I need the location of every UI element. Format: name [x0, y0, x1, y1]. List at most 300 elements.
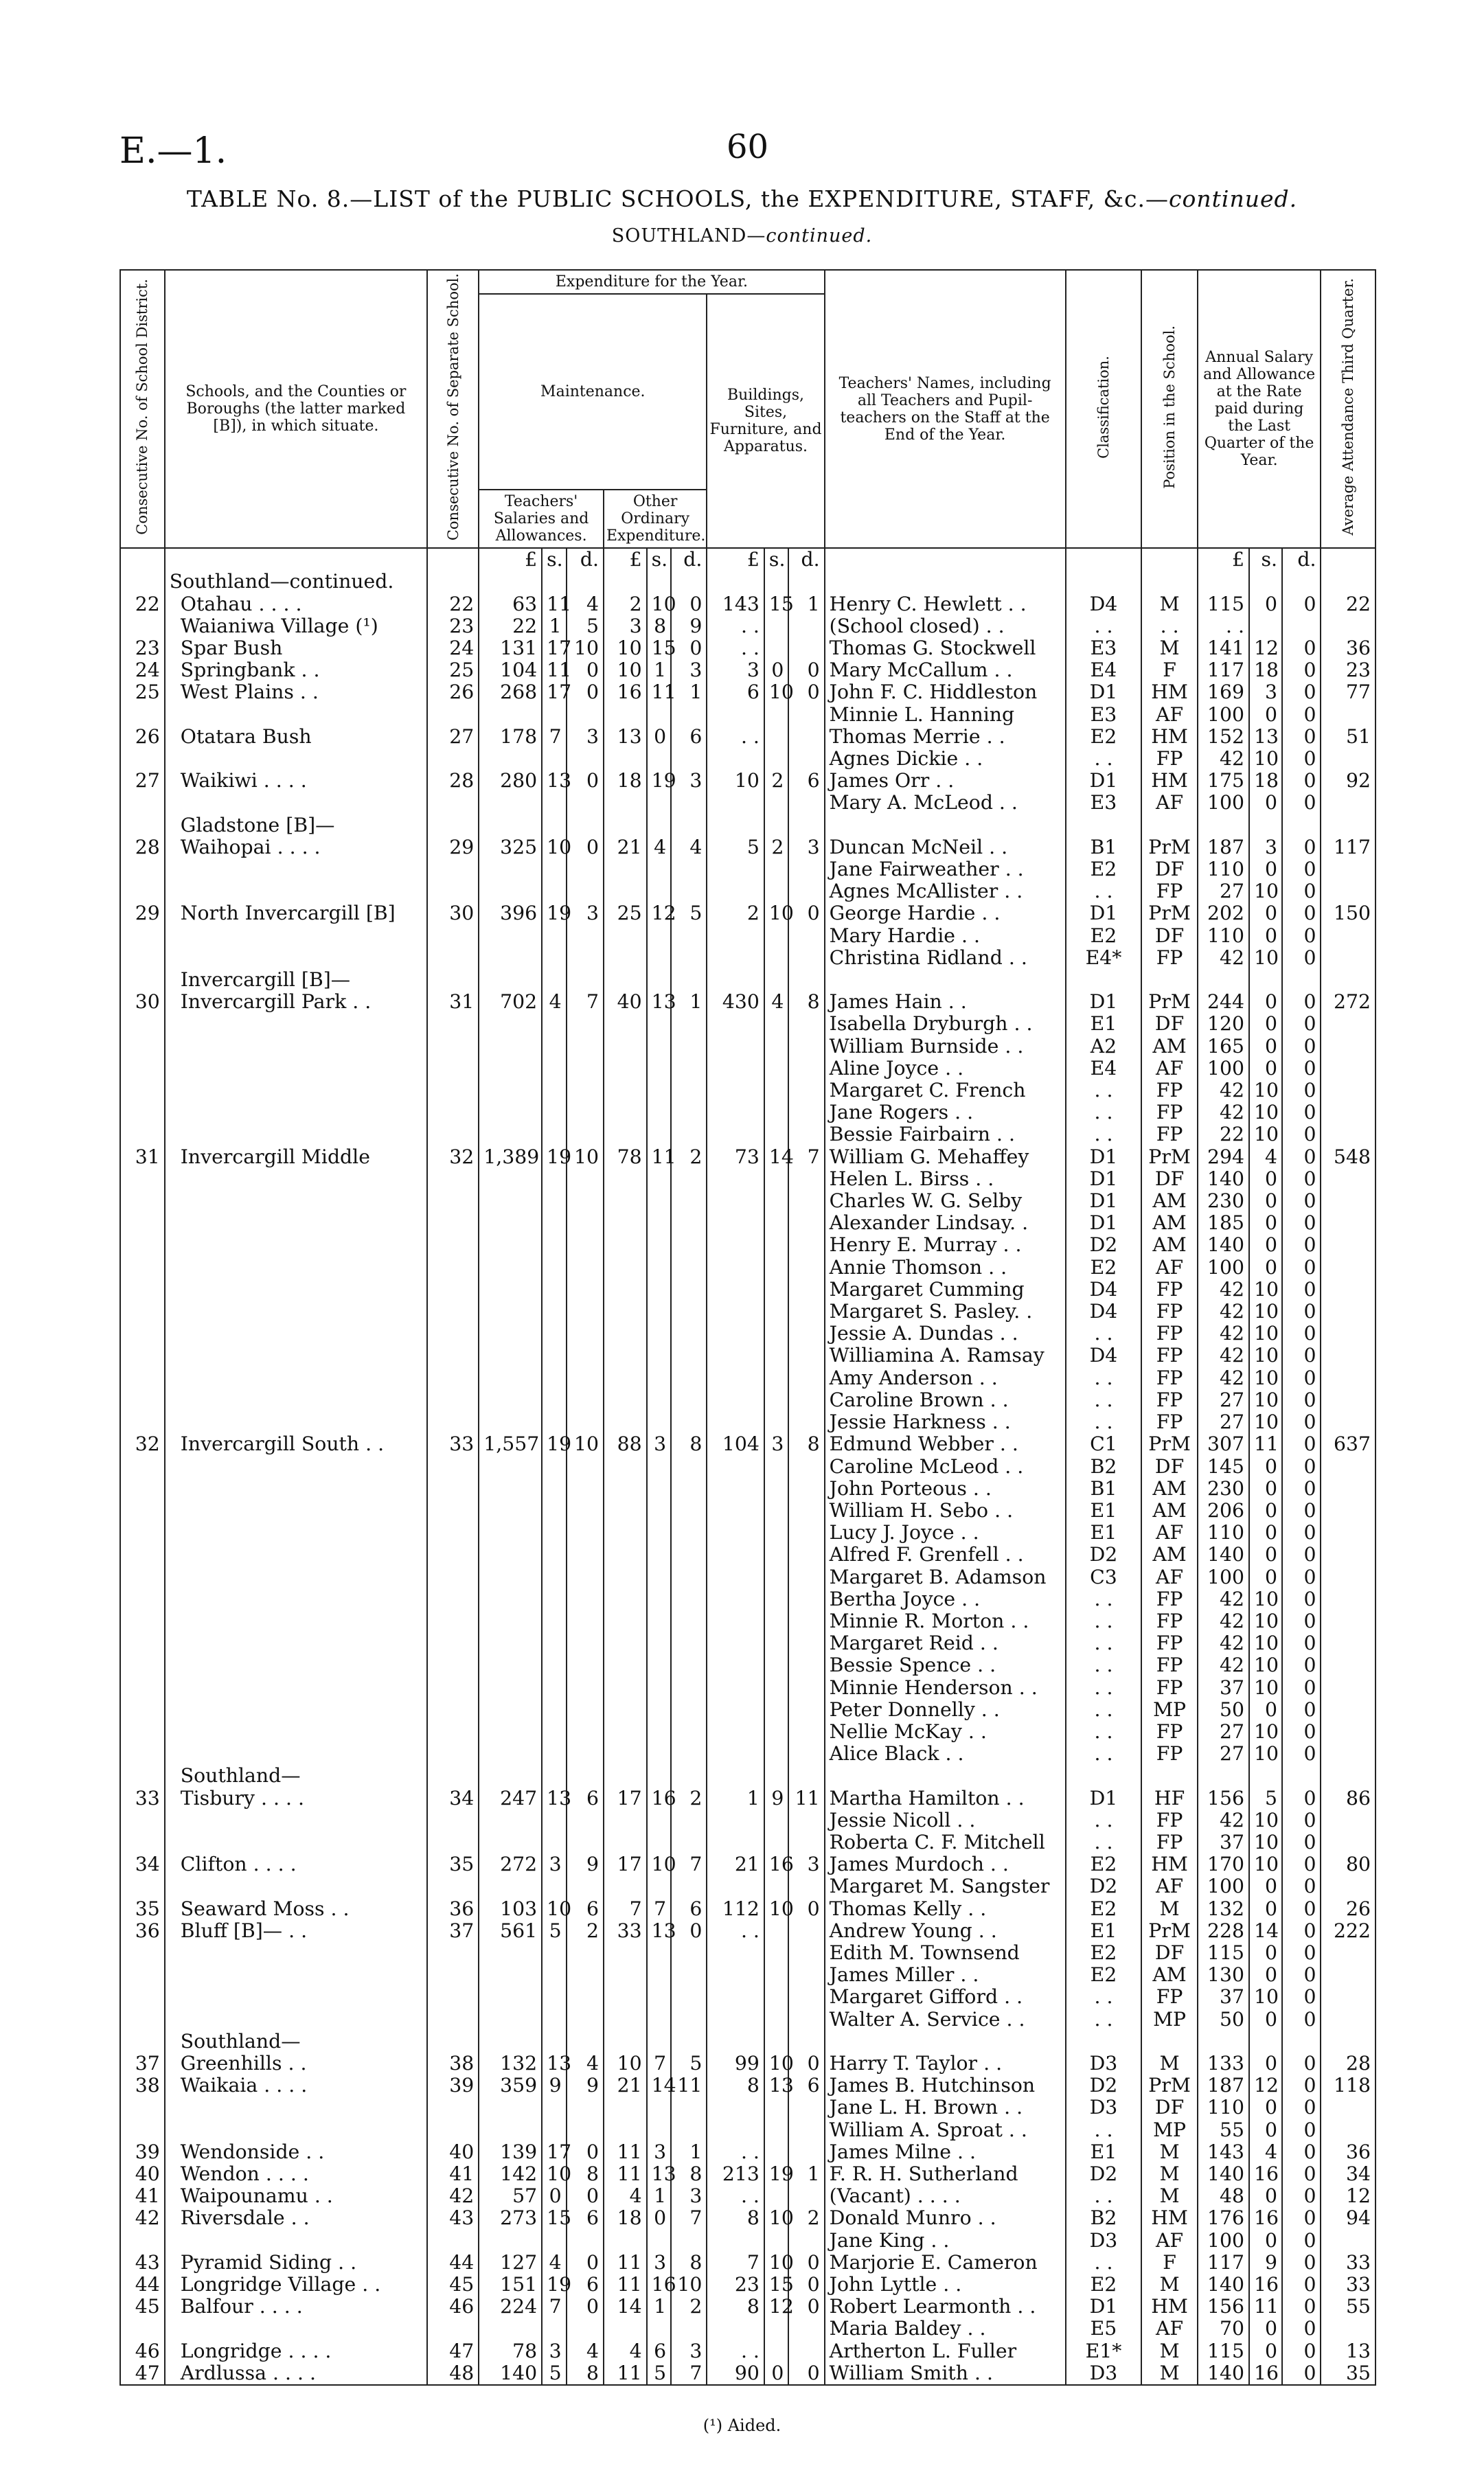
- salary-pounds: 50: [1198, 1699, 1249, 1721]
- buildings-pence: [788, 2230, 824, 2252]
- separate-no: 32: [427, 1146, 479, 1168]
- other-pounds: [604, 1036, 647, 1058]
- buildings-shillings: 0: [764, 2362, 789, 2385]
- buildings-shillings: [764, 2097, 789, 2119]
- salary-shillings: 0: [1249, 1898, 1282, 1920]
- table-row: [120, 1986, 1375, 2008]
- salary-shillings: 0: [1249, 1544, 1282, 1566]
- table-row: [120, 814, 1375, 836]
- table-row: [120, 1389, 1375, 1411]
- salary-pence: 0: [1282, 2318, 1321, 2340]
- separate-no: [427, 1212, 479, 1234]
- salary-shillings: 0: [1249, 925, 1282, 947]
- other-pence: [671, 1522, 707, 1544]
- buildings-pounds: [707, 571, 764, 593]
- position: M: [1141, 2163, 1197, 2185]
- attendance: [1321, 1721, 1375, 1743]
- salaries-pounds: [479, 1013, 542, 1035]
- other-pounds: 11: [604, 2274, 647, 2296]
- buildings-pounds: [707, 1123, 764, 1145]
- salary-pence: 0: [1282, 748, 1321, 770]
- buildings-pounds: 213: [707, 2163, 764, 2185]
- salary-pounds: 42: [1198, 1323, 1249, 1345]
- attendance: [1321, 2119, 1375, 2141]
- teacher-name: Roberta C. F. Mitchell: [825, 1831, 1066, 1853]
- attendance: [1321, 1367, 1375, 1389]
- salaries-shillings: [542, 814, 567, 836]
- buildings-pence: [788, 1411, 824, 1433]
- district-no: [120, 748, 165, 770]
- salary-pence: 0: [1282, 1610, 1321, 1632]
- salary-pence: 0: [1282, 2296, 1321, 2318]
- classification: D2: [1066, 2163, 1142, 2185]
- salaries-shillings: [542, 1168, 567, 1190]
- classification: D3: [1066, 2053, 1142, 2075]
- salaries-shillings: 15: [542, 2207, 567, 2229]
- salary-shillings: 0: [1249, 1257, 1282, 1279]
- other-pence: [671, 1765, 707, 1787]
- salaries-shillings: [542, 1123, 567, 1145]
- classification: . .: [1066, 1588, 1142, 1610]
- salaries-shillings: [542, 1942, 567, 1964]
- salaries-pounds: 272: [479, 1853, 542, 1875]
- salaries-pounds: 178: [479, 726, 542, 748]
- classification: D4: [1066, 593, 1142, 615]
- buildings-pence: [788, 1632, 824, 1654]
- buildings-pence: [788, 1522, 824, 1544]
- teacher-name: Jane L. H. Brown . .: [825, 2097, 1066, 2119]
- table-row: [120, 571, 1375, 593]
- salaries-pounds: [479, 1257, 542, 1279]
- separate-no: [427, 925, 479, 947]
- salary-pence: 0: [1282, 792, 1321, 814]
- other-pounds: 88: [604, 1433, 647, 1455]
- salary-shillings: 10: [1249, 1123, 1282, 1145]
- position: FP: [1141, 1677, 1197, 1699]
- salary-pounds: 130: [1198, 1964, 1249, 1986]
- attendance: 150: [1321, 902, 1375, 924]
- buildings-pence: [788, 792, 824, 814]
- attendance: 637: [1321, 1433, 1375, 1455]
- salaries-pounds: [479, 1190, 542, 1212]
- salary-pounds: 307: [1198, 1433, 1249, 1455]
- other-shillings: [647, 1367, 672, 1389]
- other-pounds: [604, 1500, 647, 1522]
- position: FP: [1141, 1389, 1197, 1411]
- salaries-shillings: [542, 1234, 567, 1256]
- unit-pence: d.: [567, 548, 604, 571]
- position: AF: [1141, 1875, 1197, 1897]
- buildings-pounds: 23: [707, 2274, 764, 2296]
- salary-pounds: 42: [1198, 1101, 1249, 1123]
- buildings-shillings: [764, 969, 789, 991]
- buildings-shillings: 4: [764, 991, 789, 1013]
- table-row: [120, 902, 1375, 924]
- position: AF: [1141, 2318, 1197, 2340]
- position: PrM: [1141, 1146, 1197, 1168]
- district-no: [120, 1654, 165, 1676]
- teacher-name: Aline Joyce . .: [825, 1058, 1066, 1080]
- salary-pence: 0: [1282, 858, 1321, 880]
- salaries-shillings: 19: [542, 2274, 567, 2296]
- district-no: 35: [120, 1898, 165, 1920]
- school-name: [165, 1677, 427, 1699]
- other-pence: [671, 1809, 707, 1831]
- salaries-pence: [567, 1367, 604, 1389]
- other-pounds: 4: [604, 2185, 647, 2207]
- table-row: [120, 991, 1375, 1013]
- classification: E1: [1066, 1500, 1142, 1522]
- salary-shillings: 10: [1249, 1853, 1282, 1875]
- table-row: [120, 1323, 1375, 1345]
- buildings-pounds: [707, 880, 764, 902]
- salary-pence: 0: [1282, 726, 1321, 748]
- classification: E1*: [1066, 2340, 1142, 2362]
- salary-shillings: 10: [1249, 1080, 1282, 1101]
- salaries-pence: [567, 1875, 604, 1897]
- salary-pence: 0: [1282, 902, 1321, 924]
- salaries-shillings: 4: [542, 2252, 567, 2274]
- separate-no: 48: [427, 2362, 479, 2385]
- other-pounds: [604, 1743, 647, 1765]
- salary-shillings: 0: [1249, 1190, 1282, 1212]
- district-no: 44: [120, 2274, 165, 2296]
- buildings-pence: [788, 1168, 824, 1190]
- other-pence: [671, 1080, 707, 1101]
- buildings-shillings: 10: [764, 2053, 789, 2075]
- salary-pounds: 165: [1198, 1036, 1249, 1058]
- district-no: 39: [120, 2141, 165, 2163]
- table-row: [120, 1632, 1375, 1654]
- salaries-shillings: [542, 1058, 567, 1080]
- buildings-pence: [788, 814, 824, 836]
- table-row: [120, 858, 1375, 880]
- other-pence: 4: [671, 836, 707, 858]
- salaries-pounds: [479, 1389, 542, 1411]
- salaries-pence: [567, 1411, 604, 1433]
- table-row: [120, 2362, 1375, 2385]
- attendance: [1321, 1301, 1375, 1323]
- classification: B2: [1066, 2207, 1142, 2229]
- attendance: [1321, 814, 1375, 836]
- salary-shillings: 0: [1249, 2119, 1282, 2141]
- salaries-pounds: [479, 1677, 542, 1699]
- position: HM: [1141, 1853, 1197, 1875]
- school-name: [165, 1190, 427, 1212]
- other-shillings: [647, 1257, 672, 1279]
- school-name: Otahau . . . .: [165, 593, 427, 615]
- salary-shillings: 0: [1249, 2053, 1282, 2075]
- salary-pounds: 228: [1198, 1920, 1249, 1942]
- buildings-pence: [788, 1190, 824, 1212]
- salaries-pence: [567, 1168, 604, 1190]
- buildings-pence: [788, 1699, 824, 1721]
- salaries-pounds: [479, 1654, 542, 1676]
- unit-shilling: s.: [542, 548, 567, 571]
- schools-table: [119, 269, 1376, 2386]
- col-district-no-label: Consecutive No. of School District.: [134, 279, 151, 535]
- separate-no: [427, 1721, 479, 1743]
- position: DF: [1141, 1168, 1197, 1190]
- salary-shillings: 11: [1249, 1433, 1282, 1455]
- salaries-pence: 4: [567, 2053, 604, 2075]
- teacher-name: Nellie McKay . .: [825, 1721, 1066, 1743]
- classification: . .: [1066, 1610, 1142, 1632]
- salary-pounds: 110: [1198, 2097, 1249, 2119]
- salary-pence: 0: [1282, 2119, 1321, 2141]
- teacher-name: Alexander Lindsay. .: [825, 1212, 1066, 1234]
- buildings-pence: 7: [788, 1146, 824, 1168]
- buildings-pounds: [707, 1013, 764, 1035]
- salary-pence: 0: [1282, 1566, 1321, 1588]
- attendance: 548: [1321, 1146, 1375, 1168]
- school-name: Invercargill Park . .: [165, 991, 427, 1013]
- salaries-shillings: 19: [542, 1433, 567, 1455]
- other-pence: [671, 1566, 707, 1588]
- district-no: [120, 1301, 165, 1323]
- salary-pounds: 37: [1198, 1831, 1249, 1853]
- other-pence: [671, 925, 707, 947]
- salaries-shillings: 10: [542, 836, 567, 858]
- attendance: [1321, 2230, 1375, 2252]
- col-classification: [1066, 270, 1142, 548]
- other-shillings: 1: [647, 659, 672, 681]
- table-row: [120, 836, 1375, 858]
- buildings-shillings: [764, 2318, 789, 2340]
- salary-pence: 0: [1282, 1920, 1321, 1942]
- other-pounds: 11: [604, 2362, 647, 2385]
- separate-no: 36: [427, 1898, 479, 1920]
- classification: E3: [1066, 637, 1142, 659]
- separate-no: [427, 969, 479, 991]
- position: FP: [1141, 748, 1197, 770]
- classification: D1: [1066, 1788, 1142, 1809]
- buildings-pence: [788, 1323, 824, 1345]
- other-pounds: [604, 2097, 647, 2119]
- other-shillings: [647, 1478, 672, 1500]
- salary-pence: 0: [1282, 1212, 1321, 1234]
- teacher-name: Maria Baldey . .: [825, 2318, 1066, 2340]
- district-no: 41: [120, 2185, 165, 2207]
- salary-pence: 0: [1282, 659, 1321, 681]
- school-name: [165, 1875, 427, 1897]
- salary-pounds: 110: [1198, 925, 1249, 947]
- position: FP: [1141, 1588, 1197, 1610]
- salaries-pence: 0: [567, 770, 604, 792]
- other-shillings: [647, 1699, 672, 1721]
- attendance: [1321, 1566, 1375, 1588]
- buildings-pence: [788, 1677, 824, 1699]
- attendance: [1321, 1257, 1375, 1279]
- table-row: [120, 2185, 1375, 2207]
- salaries-pounds: [479, 1500, 542, 1522]
- position: DF: [1141, 925, 1197, 947]
- salary-pence: 0: [1282, 1389, 1321, 1411]
- teacher-name: Walter A. Service . .: [825, 2009, 1066, 2031]
- teacher-name: Charles W. G. Selby: [825, 1190, 1066, 1212]
- buildings-pounds: 8: [707, 2207, 764, 2229]
- school-name: [165, 1080, 427, 1101]
- salary-shillings: 0: [1249, 1212, 1282, 1234]
- buildings-pounds: [707, 748, 764, 770]
- buildings-shillings: 9: [764, 1788, 789, 1809]
- other-pence: 3: [671, 2340, 707, 2362]
- salary-pounds: 117: [1198, 659, 1249, 681]
- buildings-pounds: 430: [707, 991, 764, 1013]
- other-pounds: [604, 748, 647, 770]
- salary-shillings: 11: [1249, 2296, 1282, 2318]
- salary-pence: 0: [1282, 1875, 1321, 1897]
- salary-pounds: 22: [1198, 1123, 1249, 1145]
- buildings-pence: 0: [788, 902, 824, 924]
- teacher-name: Williamina A. Ramsay: [825, 1345, 1066, 1367]
- salaries-pence: [567, 1743, 604, 1765]
- other-pounds: [604, 2009, 647, 2031]
- other-pounds: [604, 1101, 647, 1123]
- classification: E3: [1066, 792, 1142, 814]
- other-pounds: 33: [604, 1920, 647, 1942]
- salaries-pounds: [479, 792, 542, 814]
- salaries-pence: 6: [567, 1788, 604, 1809]
- buildings-pounds: . .: [707, 637, 764, 659]
- attendance: [1321, 1190, 1375, 1212]
- buildings-pounds: 104: [707, 1433, 764, 1455]
- other-shillings: [647, 748, 672, 770]
- other-pounds: 4: [604, 2340, 647, 2362]
- salary-pence: 0: [1282, 1301, 1321, 1323]
- separate-no: [427, 1101, 479, 1123]
- table-row: [120, 1257, 1375, 1279]
- salaries-pounds: 359: [479, 2075, 542, 2097]
- buildings-pounds: 8: [707, 2075, 764, 2097]
- table-row: [120, 1456, 1375, 1478]
- salaries-shillings: [542, 1809, 567, 1831]
- salary-shillings: 0: [1249, 902, 1282, 924]
- buildings-pence: [788, 2009, 824, 2031]
- salary-pence: 0: [1282, 1080, 1321, 1101]
- salaries-pounds: [479, 1478, 542, 1500]
- salary-pounds: 143: [1198, 2141, 1249, 2163]
- school-name: [165, 1610, 427, 1632]
- school-name: [165, 1411, 427, 1433]
- buildings-shillings: [764, 1257, 789, 1279]
- classification: E2: [1066, 1898, 1142, 1920]
- buildings-pence: 11: [788, 1788, 824, 1809]
- attendance: 28: [1321, 2053, 1375, 2075]
- salary-shillings: 16: [1249, 2274, 1282, 2296]
- salary-pence: 0: [1282, 1588, 1321, 1610]
- other-shillings: [647, 1411, 672, 1433]
- table-row: [120, 969, 1375, 991]
- salary-pounds: 42: [1198, 1080, 1249, 1101]
- other-pounds: 10: [604, 2053, 647, 2075]
- teacher-name: John Lyttle . .: [825, 2274, 1066, 2296]
- teacher-name: William Burnside . .: [825, 1036, 1066, 1058]
- other-pounds: [604, 1389, 647, 1411]
- district-no: 26: [120, 726, 165, 748]
- col-teachers: Teachers' Names, including all Teachers and Pupil-teachers on the Staff at the End of the Year.: [825, 270, 1066, 548]
- school-name: [165, 1699, 427, 1721]
- salaries-pounds: 132: [479, 2053, 542, 2075]
- buildings-shillings: [764, 1212, 789, 1234]
- other-pence: [671, 2318, 707, 2340]
- other-shillings: [647, 1875, 672, 1897]
- salary-pounds: 42: [1198, 1632, 1249, 1654]
- col-expenditure: Expenditure for the Year.: [479, 270, 824, 294]
- salaries-pence: [567, 1123, 604, 1145]
- other-pounds: [604, 1765, 647, 1787]
- buildings-shillings: [764, 1279, 789, 1301]
- separate-no: [427, 1632, 479, 1654]
- position: HM: [1141, 726, 1197, 748]
- district-no: [120, 1080, 165, 1101]
- separate-no: 37: [427, 1920, 479, 1942]
- buildings-pounds: [707, 1677, 764, 1699]
- classification: [1066, 571, 1142, 593]
- classification: D2: [1066, 2075, 1142, 2097]
- attendance: [1321, 1036, 1375, 1058]
- separate-no: [427, 2230, 479, 2252]
- buildings-pounds: [707, 1190, 764, 1212]
- attendance: [1321, 1234, 1375, 1256]
- salaries-pence: [567, 2009, 604, 2031]
- teacher-name: James Hain . .: [825, 991, 1066, 1013]
- district-no: 32: [120, 1433, 165, 1455]
- teacher-name: Margaret Gifford . .: [825, 1986, 1066, 2008]
- col-attendance: [1321, 270, 1375, 548]
- attendance: [1321, 1544, 1375, 1566]
- table-row: [120, 2075, 1375, 2097]
- classification: E2: [1066, 1853, 1142, 1875]
- other-shillings: [647, 2031, 672, 2053]
- buildings-shillings: 10: [764, 681, 789, 703]
- other-shillings: 11: [647, 1146, 672, 1168]
- other-pence: [671, 2031, 707, 2053]
- salary-pounds: 156: [1198, 2296, 1249, 2318]
- table-row: [120, 1699, 1375, 1721]
- buildings-pence: 0: [788, 1898, 824, 1920]
- separate-no: [427, 1699, 479, 1721]
- district-no: 43: [120, 2252, 165, 2274]
- other-pounds: 17: [604, 1853, 647, 1875]
- buildings-pence: [788, 2097, 824, 2119]
- classification: C3: [1066, 1566, 1142, 1588]
- district-no: [120, 571, 165, 593]
- salary-shillings: [1249, 2031, 1282, 2053]
- other-pence: 3: [671, 2185, 707, 2207]
- district-no: [120, 1809, 165, 1831]
- other-shillings: [647, 1632, 672, 1654]
- attendance: 23: [1321, 659, 1375, 681]
- salary-pounds: 27: [1198, 880, 1249, 902]
- teacher-name: James Milne . .: [825, 2141, 1066, 2163]
- attendance: 13: [1321, 2340, 1375, 2362]
- other-pence: 10: [671, 2274, 707, 2296]
- teacher-name: Minnie Henderson . .: [825, 1677, 1066, 1699]
- salary-pence: 0: [1282, 1500, 1321, 1522]
- teacher-name: William G. Mehaffey: [825, 1146, 1066, 1168]
- position: HM: [1141, 2207, 1197, 2229]
- other-pounds: [604, 1544, 647, 1566]
- other-pence: [671, 1367, 707, 1389]
- separate-no: 42: [427, 2185, 479, 2207]
- teacher-name: Alice Black . .: [825, 1743, 1066, 1765]
- separate-no: 22: [427, 593, 479, 615]
- salaries-shillings: [542, 1323, 567, 1345]
- classification: . .: [1066, 1986, 1142, 2008]
- district-no: 46: [120, 2340, 165, 2362]
- separate-no: [427, 1544, 479, 1566]
